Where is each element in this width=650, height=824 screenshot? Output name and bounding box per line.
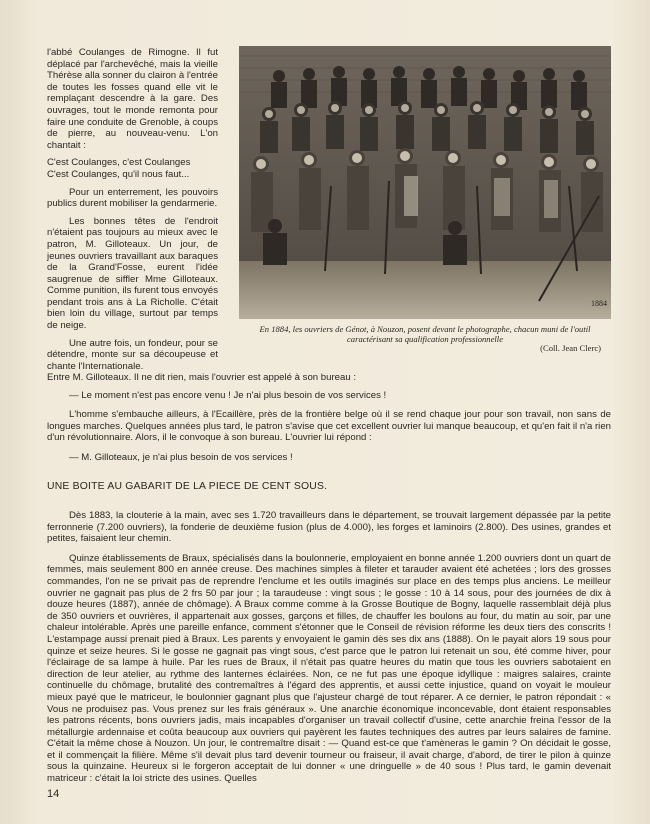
paragraph-abbe-coulanges: l'abbé Coulanges de Rimogne. Il fut déplacé par l'archevêché, mais la vieille Thérèse alla sonner du clairon à l'entrée de toutes les fosses quand elle vit le remplaçant descendre à la gare. Des ouvrages, tout le monde remonta pour faire une conduite de Grenoble, à coups de pierre, au nouveau-venu. L'on chantait : bbox=[47, 47, 218, 151]
dialog-line-2: — M. Gilloteaux, je n'ai plus besoin de vos services ! bbox=[69, 451, 293, 463]
photo-caption bbox=[239, 325, 611, 354]
page-number: 14 bbox=[47, 788, 60, 800]
paragraph-ecaillere: L'homme s'embauche ailleurs, à l'Ecaillère, près de la frontière belge où il se rend chaque jour pour son travail, non sans de longues marches. Quelques années plus tard, le patron s'avise que cet excellent ouvrier lui manque beaucoup, et qu'en fait il n'a rien d'un révolutionnaire. Alors, il le convoque à son bureau. L'ouvrier lui répond : bbox=[47, 409, 611, 444]
verse-line: C'est Coulanges, c'est Coulanges bbox=[47, 157, 191, 169]
verse-line: C'est Coulanges, qu'il nous faut... bbox=[47, 168, 190, 180]
paragraph-bonnes-tetes: Les bonnes têtes de l'endroit n'étaient pas toujours au mieux avec le patron, M. Gilloteaux. Un jour, de jeunes ouvriers travaillant aux baraques de la Grand'Fosse, eurent l'idée saugrenue de siffler Mme Gilloteaux. Comme punition, ils furent tous envoyés pendant trois ans à La Richolle. C'était bien loin du village, surtout par temps de neige. bbox=[47, 215, 218, 332]
paragraph-enterrement: Pour un enterrement, les pouvoirs publics durent mobiliser la gendarmerie. bbox=[47, 186, 218, 210]
song-verse bbox=[47, 157, 218, 180]
paragraph-1883: Dès 1883, la clouterie à la main, avec ses 1.720 travailleurs dans le département, se trouvait largement dépassée par la petite ferronnerie (7.200 ouvriers), la fonderie de deuxième fusion (plus de 4.000), les forges et laminoirs (2.800). Des usines, grandes et petites, faisaient leur chemin. bbox=[47, 510, 611, 545]
line-entre-gilloteaux: Entre M. Gilloteaux. Il ne dit rien, mais l'ouvrier est appelé à son bureau : bbox=[47, 372, 356, 383]
caption-text: En 1884, les ouvriers de Génot, à Nouzon, posent devant le photographe, chacun muni de l'outil caractérisant sa qualification professionnelle bbox=[259, 324, 591, 344]
photo-credit: (Coll. Jean Clerc) bbox=[540, 343, 601, 354]
paragraph-fondeur: Une autre fois, un fondeur, pour se détendre, monte sur sa découpeuse et chante l'Internationale. bbox=[47, 337, 218, 372]
dialog-line-1: — Le moment n'est pas encore venu ! Je n'ai plus besoin de vos services ! bbox=[69, 389, 387, 401]
left-column bbox=[47, 47, 218, 372]
body-section bbox=[47, 510, 611, 785]
section-heading: UNE BOITE AU GABARIT DE LA PIECE DE CENT SOUS. bbox=[47, 481, 328, 492]
body-full-width-top bbox=[47, 372, 611, 464]
workers-group-photo bbox=[239, 46, 611, 319]
photo-signature: 1884 bbox=[591, 299, 607, 308]
paragraph-braux: Quinze établissements de Braux, spécialisés dans la boulonnerie, employaient en bonne année 1.200 ouvriers dont un quart de femmes, mais seulement 800 en année creuse. Des machines simples à fileter et tarauder avaient été achetées ; lors des grosses commandes, l'on ne se privait pas de reprendre l'enclume et les outils imaginés sur place en des temps plus anciens. Le meilleur ouvrier ne gagnait pas plus de 2 frs 50 par jour ; la taraudeuse : vingt sous ; le gosse : 10 à 14 sous, pour des journées de dix à douze heures (1887), année de chômage). A Braux comme comme à la Grosse Boutique de Bogny, laquelle rassemblait déjà plus de 350 ouvriers et ouvrières, il appartenait aux gosses, garçons et filles, de chauffer les boulons au four, du matin au soir, par une chaleur intolérable. Après une pareille enfance, comment s'étonner que le Conseil de révision réforme les deux tiers des conscrits ! L'estampage aussi prenait pied à Braux. Les parents y envoyaient le gamin dès ses dix ans (1888). On le payait alors 19 sous pour quinze et seize heures. Si le gosse ne gagnait pas vingt sous, c'est parce que le patron lui retenait un sou, été comme hiver, pour l'éclairage de sa lampe à huile. Par les rues de Braux, il n'était pas quatre heures du matin que tous les ouvriers sabotaient en direction de leur atelier, au rythme des lanternes éclairées. Non, ce ne fut pas une époque idyllique : maigres salaires, crainte continuelle du chômage, brutalité des contremaîtres à l'égard des apprentis, et aussi cette injustice, quand on voyait le mouleur mieux payé que le matriceur, le boulonnier gagnant plus que l'ajusteur chargé de tout réparer. A ce dernier, le patron répondait : « Vous ne produisez pas. Vous prenez sur les frais généraux ». Une anarchie économique inconcevable, dont étaient responsables les patrons récents, bons ouvriers jadis, mais incapables d'organiser un travail collectif d'usine, cette anarchie freina l'essor de la métallurgie ardennaise et coûta beaucoup aux ouvriers qui payèrent les fautes techniques des autres par leurs salaires de famine. C'était la même chose à Nouzon. Un jour, le contremaître disait : — Quand est-ce que t'amèneras le gamin ? On décidait le gosse, et il commençait la filière. Même s'il devait plus tard devenir tourneur ou fraiseur, il avait charge, d'abord, de tirer le pilon à quinze sous la quinzaine. Heureux si le forgeron acceptait de lui donner « une dringuelle » de 40 sous ! Plus tard, le gamin devenait matriceur : c'était la loi stricte des usines. Quelles bbox=[47, 552, 611, 785]
photo-illustration bbox=[239, 46, 611, 319]
